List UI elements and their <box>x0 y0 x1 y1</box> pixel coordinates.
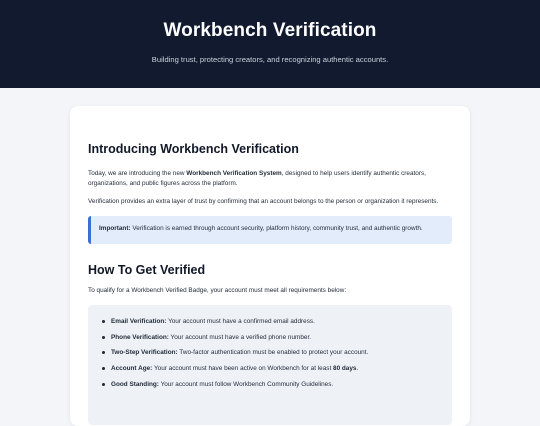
intro-text-a: Today, we are introducing the new <box>88 170 187 177</box>
requirement-item <box>102 330 452 346</box>
intro-bold-system-name: Workbench Verification System <box>186 170 282 177</box>
content-card <box>70 106 470 426</box>
requirement-label: Two-Step Verification: <box>111 349 178 357</box>
requirement-item <box>102 314 452 330</box>
requirement-item <box>102 376 452 392</box>
hero-banner <box>0 0 540 88</box>
requirements-heading: How To Get Verified <box>88 263 206 277</box>
bullet-icon <box>102 367 105 370</box>
requirement-label: Account Age: <box>111 365 153 373</box>
requirements-box <box>88 305 452 425</box>
requirements-list <box>102 314 452 392</box>
important-notice <box>88 216 452 244</box>
requirement-text: Your account must have a confirmed email address. <box>166 318 315 326</box>
requirement-text: Your account must have been active on Workbench for at least <box>152 365 334 373</box>
requirement-tail: . <box>356 365 359 373</box>
page-subtitle: Building trust, protecting creators, and recognizing authentic accounts. <box>151 55 389 64</box>
requirement-text: Two-factor authentication must be enabled to protect your account. <box>177 349 369 357</box>
requirements-lead: To qualify for a Workbench Verified Badge, your account must meet all requirements below: <box>88 287 347 294</box>
requirement-text: Your account must follow Workbench Community Guidelines. <box>158 380 334 388</box>
intro-heading: Introducing Workbench Verification <box>88 142 299 156</box>
intro-text-b: , designed to help users identify authentic creators, organizations, and public figures across the platform. <box>88 170 426 187</box>
requirement-label: Good Standing: <box>111 380 159 388</box>
requirement-item <box>102 361 452 377</box>
intro-paragraph-2: Verification provides an extra layer of trust by confirming that an account belongs to the person or organization it represents. <box>88 198 439 205</box>
bullet-icon <box>102 383 105 386</box>
intro-paragraph-1 <box>88 169 452 189</box>
requirement-label: Phone Verification: <box>111 333 169 341</box>
requirement-text: Your account must have a verified phone number. <box>168 333 311 341</box>
requirement-days-value: 80 days <box>333 365 357 373</box>
notice-label: Important: <box>99 225 131 232</box>
requirement-label: Email Verification: <box>111 318 167 326</box>
notice-text: Verification is earned through account security, platform history, community trust, and authentic growth. <box>130 225 423 232</box>
page-title: Workbench Verification <box>163 20 377 41</box>
requirement-item <box>102 345 452 361</box>
bullet-icon <box>102 320 105 323</box>
bullet-icon <box>102 351 105 354</box>
bullet-icon <box>102 336 105 339</box>
